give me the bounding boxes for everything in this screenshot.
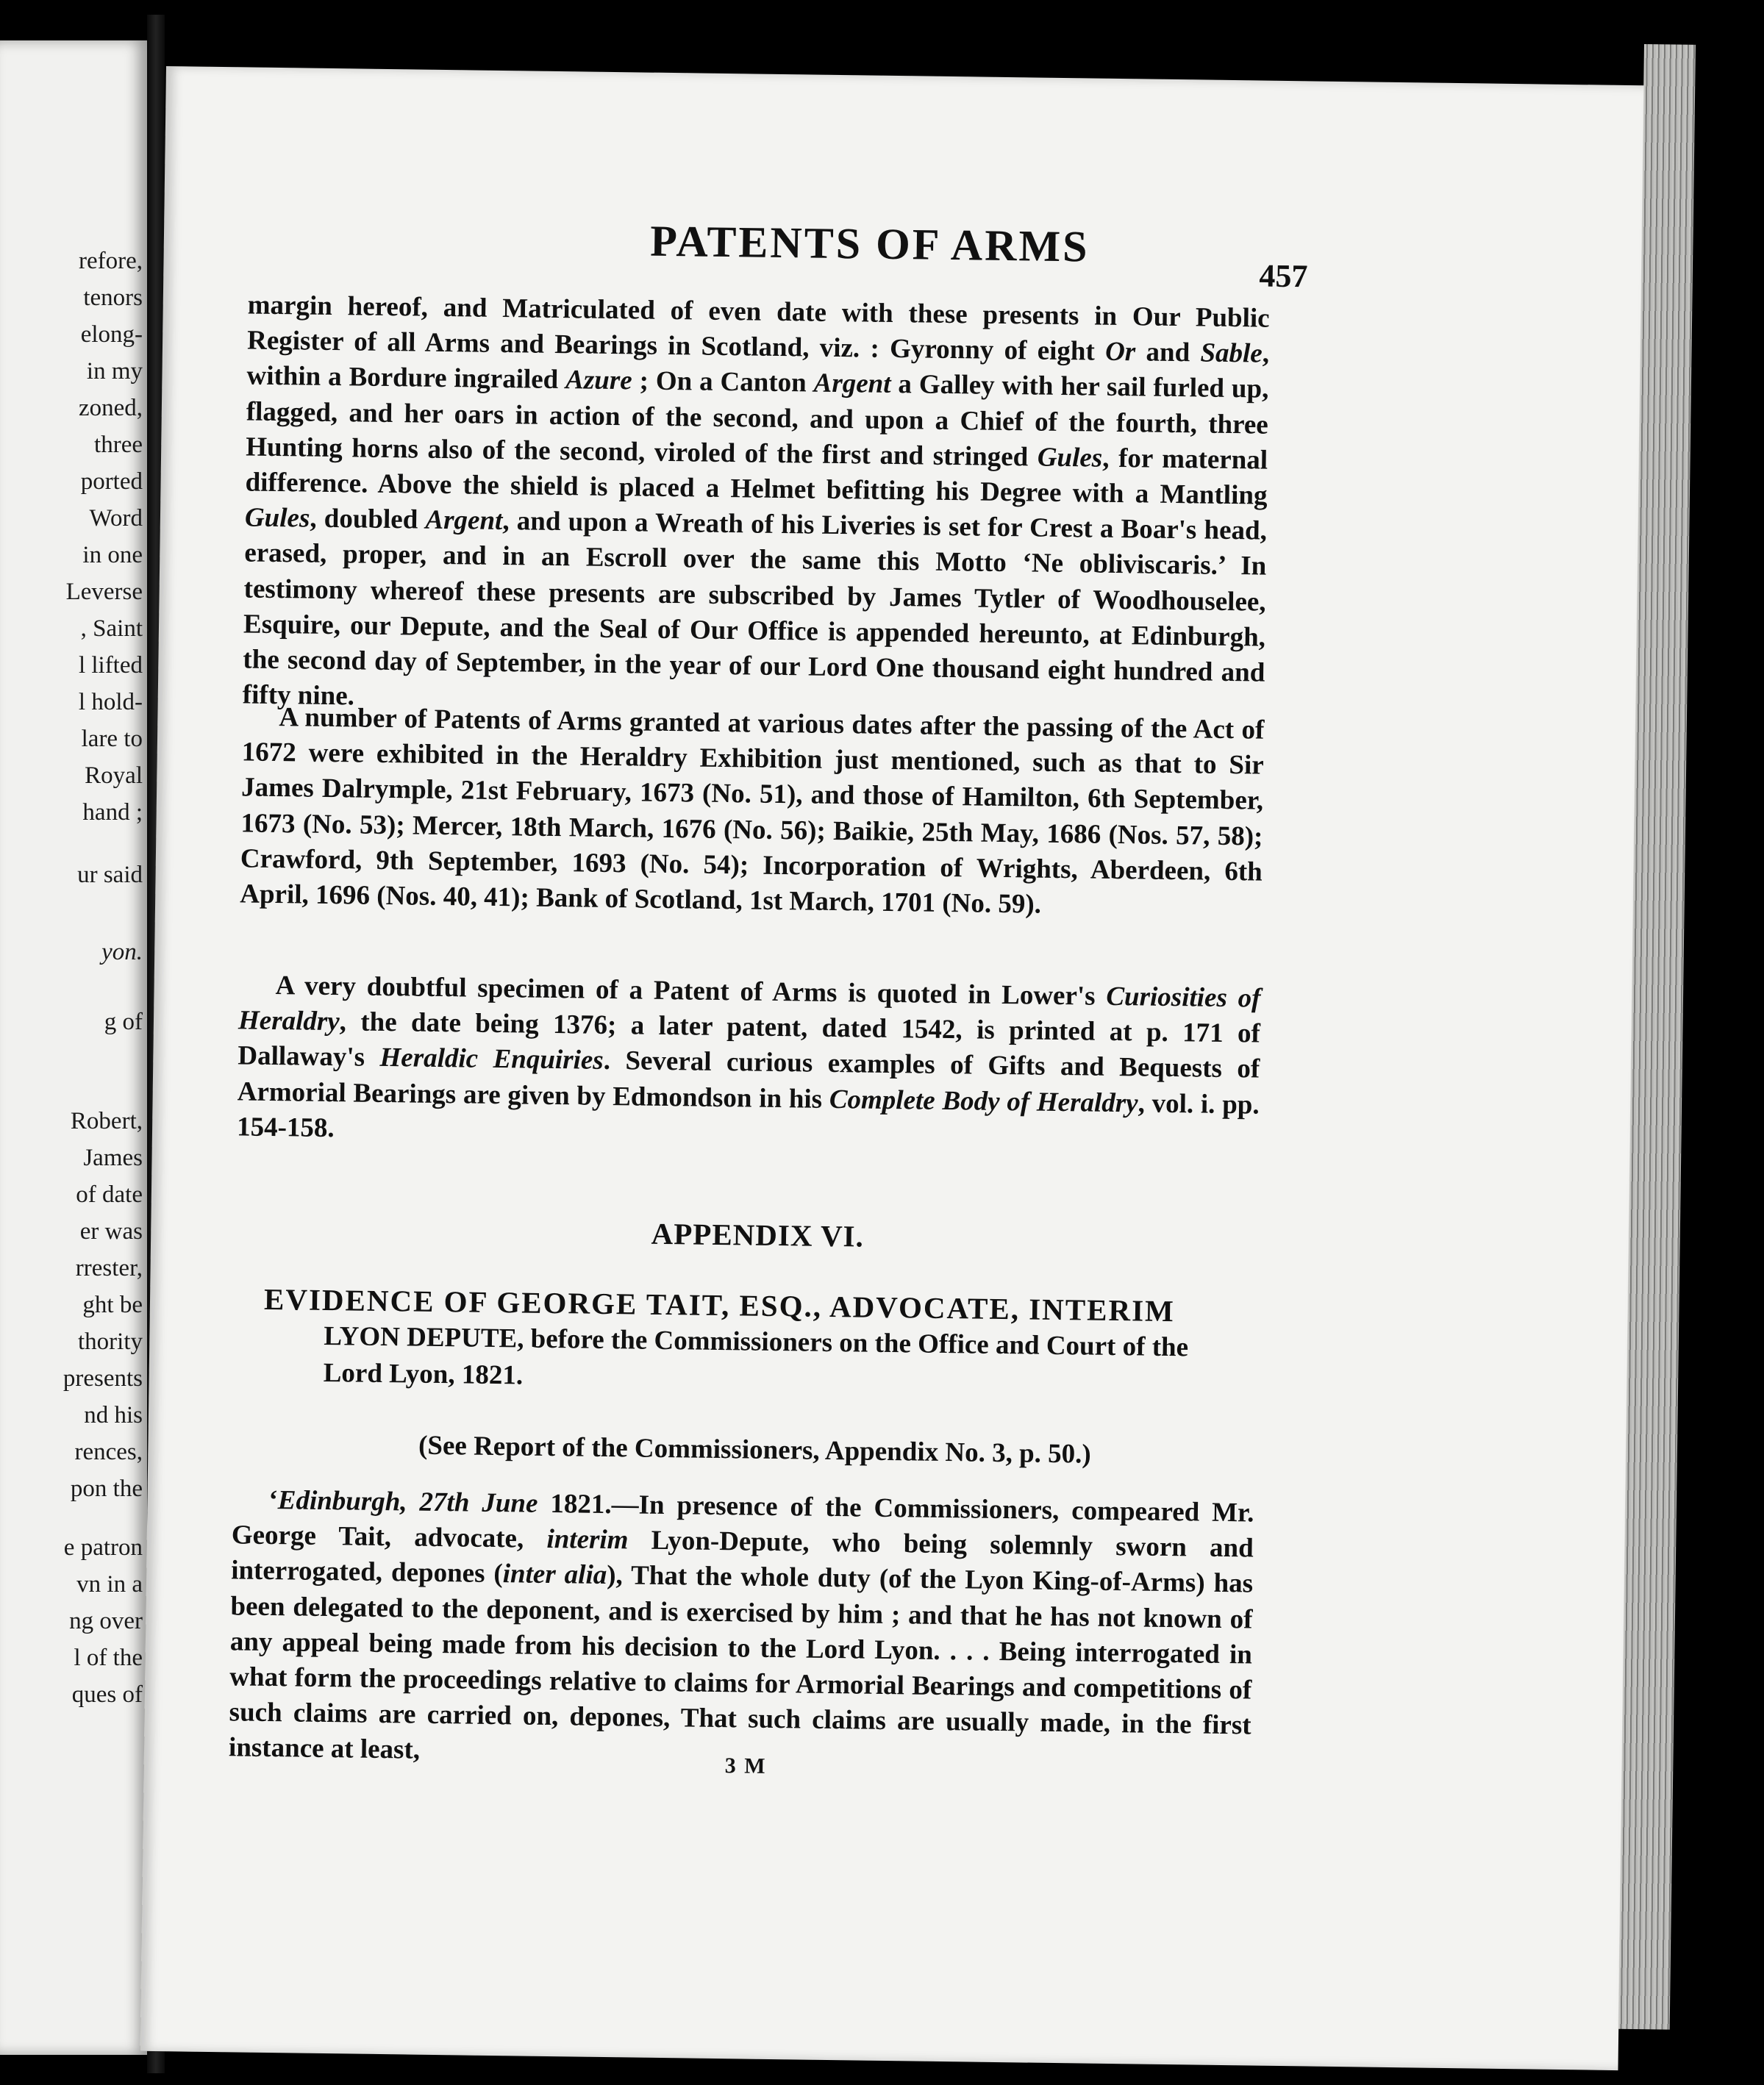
left-page-line: zoned, (78, 395, 143, 421)
doubtful-specimen-block (237, 968, 1261, 1158)
text-run: , vol. i. pp. 154-158. (236, 1088, 1260, 1143)
italic-run: Edinburgh, 27th June (277, 1485, 538, 1519)
paragraph-patent-description (242, 287, 1269, 726)
left-page-line: l hold- (78, 689, 143, 715)
appendix-title: APPENDIX VI. (651, 1216, 865, 1253)
text-run: , within a Bordure ingrailed (246, 338, 1270, 396)
text-run: . Several curious examples of Gifts and Bequests of Armorial Bearings are given by Edmondson in his (237, 1045, 1260, 1115)
paragraph-patents-exhibited (240, 699, 1265, 925)
left-page-line: hand ; (82, 799, 143, 826)
left-page-line: of date (76, 1181, 143, 1208)
left-page-line: ur said (77, 862, 143, 888)
left-page-line: Royal (85, 762, 143, 789)
italic-run: Sable (1200, 337, 1263, 369)
left-page-line: yon. (101, 939, 143, 965)
left-page-line: refore, (78, 248, 143, 274)
left-page-line: er was (79, 1218, 143, 1245)
left-page-line: tenors (83, 285, 143, 311)
left-page-line: Word (89, 505, 143, 532)
signature-mark: 3 M (724, 1753, 767, 1778)
left-page-line: Robert, (70, 1108, 143, 1134)
patent-text-block (242, 287, 1269, 726)
left-page-line: elong- (80, 321, 143, 348)
left-page-line: ng over (69, 1608, 143, 1634)
left-page-line: ported (80, 468, 143, 495)
text-run: , the date being 1376; a later patent, dated 1542, is printed at p. 171 of Dallaway's (238, 1006, 1261, 1073)
text-run: , for maternal difference. Above the shield is placed a Helmet befitting his Degree with a Mantling (245, 443, 1268, 511)
text-run: a Galley with her sail furled up, flagged, and her oars in action of the second, and upon a Chief of the fourth, three Hunting horns also of the second, viroled of the first and stringed (245, 369, 1269, 473)
left-page-line: l of the (74, 1645, 143, 1671)
left-page-line: lare to (81, 726, 143, 752)
left-page-line: pon the (70, 1476, 143, 1502)
left-page-line: presents (63, 1365, 143, 1392)
left-page-line: , Saint (80, 615, 143, 642)
text-run: margin hereof, and Matriculated of even date with these presents in Our Public Register of all Arms and Bearings in Scotland, viz. : Gyronny of eight (246, 290, 1270, 367)
italic-run: Gules (1037, 442, 1103, 473)
main-page (140, 66, 1644, 2070)
italic-run: interim (546, 1524, 629, 1556)
left-page-line: l lifted (78, 652, 143, 679)
italic-run: Gules (244, 502, 310, 534)
page-number: 457 (1259, 257, 1308, 295)
left-facing-page (0, 40, 147, 2055)
evidence-heading (263, 1281, 1249, 1404)
italic-run: Or (1104, 336, 1136, 368)
evidence-heading-rest: LYON DEPUTE, before the Commissioners on the Office and Court of the Lord Lyon, 1821. (323, 1320, 1189, 1391)
paragraph-doubtful-specimen (237, 968, 1261, 1158)
italic-run: Curiosities of Heraldry (238, 981, 1261, 1037)
running-head: PATENTS OF ARMS (649, 216, 1090, 271)
left-page-line: James (83, 1145, 143, 1171)
italic-run: Argent (813, 368, 891, 400)
left-page-line: nd his (84, 1402, 143, 1428)
left-page-line: rences, (74, 1439, 143, 1465)
left-page-line: thority (78, 1328, 143, 1355)
text-run: ‘ (268, 1484, 279, 1516)
text-run: Lyon-Depute, who being solemnly sworn and interrogated, depones ( (230, 1525, 1254, 1589)
left-page-line: vn in a (76, 1571, 143, 1598)
left-page-line: in one (82, 542, 143, 568)
text-run: ), That the whole duty (of the Lyon King-of-Arms) has been delegated to the deponent, and is exercised by him ; and that he has not known of any appeal being made from his decision to the Lord Lyon. . . . Being interrogated in what form the proceedings relative to claims for Armorial Bearings and competitions of such claims are carried on, depones, That such claims are usually made, in the first instance at least, (228, 1560, 1254, 1766)
italic-run: Azure (565, 365, 632, 396)
italic-run: Complete Body of Heraldry (829, 1084, 1138, 1119)
text-run: , doubled (310, 503, 426, 535)
left-page-line: rrester, (75, 1255, 143, 1281)
paragraph-evidence (229, 1482, 1254, 1779)
left-page-line: ques of (71, 1681, 143, 1708)
text-run: 1821.—In presence of the Commissioners, compeared Mr. George Tait, advocate, (231, 1488, 1254, 1555)
left-page-line: ght be (82, 1292, 143, 1318)
left-page-line: e patron (63, 1534, 143, 1561)
text-run: , and upon a Wreath of his Liveries is set for Crest a Boar's head, erased, proper, and in an Escroll over the same this Motto ‘Ne obliviscaris.’ In testimony whereof these presents are subscribed by James Tytler of Woodhouselee, Esquire, our Depute, and the Seal of Our Office is appended hereunto, at Edinburgh, the second day of September, in the year of our Lord One thousand eight hundred and fifty nine. (242, 506, 1268, 712)
patents-list-block (240, 699, 1265, 925)
italic-run: Argent (425, 504, 503, 537)
italic-run: Heraldic Enquiries (379, 1042, 604, 1076)
evidence-text-block (229, 1482, 1254, 1779)
evidence-heading-line1: EVIDENCE OF GEORGE TAIT, ESQ., ADVOCATE, INTERIM (263, 1281, 1176, 1328)
text-run: A very doubtful specimen of a Patent of Arms is quoted in Lower's (275, 970, 1107, 1012)
left-page-line: g of (104, 1009, 143, 1035)
see-report-note: (See Report of the Commissioners, Appendix No. 3, p. 50.) (418, 1430, 1092, 1470)
text-run: A number of Patents of Arms granted at various dates after the passing of the Act of 1672 were exhibited in the Heraldry Exhibition just mentioned, such as that to Sir James Dalrymple, 21st February, 1673 (No. 51), and those of Hamilton, 6th September, 1673 (No. 53); Mercer, 18th March, 1676 (No. 56); Baikie, 25th May, 1686 (Nos. 57, 58); Crawford, 9th September, 1693 (No. 54); Incorporation of Wrights, Aberdeen, 6th April, 1696 (Nos. 40, 41); Bank of Scotland, 1st March, 1701 (No. 59). (240, 702, 1265, 920)
left-page-line: three (94, 432, 143, 458)
left-page-line: in my (86, 358, 143, 385)
text-run: and (1135, 337, 1201, 368)
italic-run: inter alia (502, 1559, 607, 1591)
left-page-line: Leverse (65, 579, 143, 605)
text-run: ; On a Canton (632, 365, 814, 398)
